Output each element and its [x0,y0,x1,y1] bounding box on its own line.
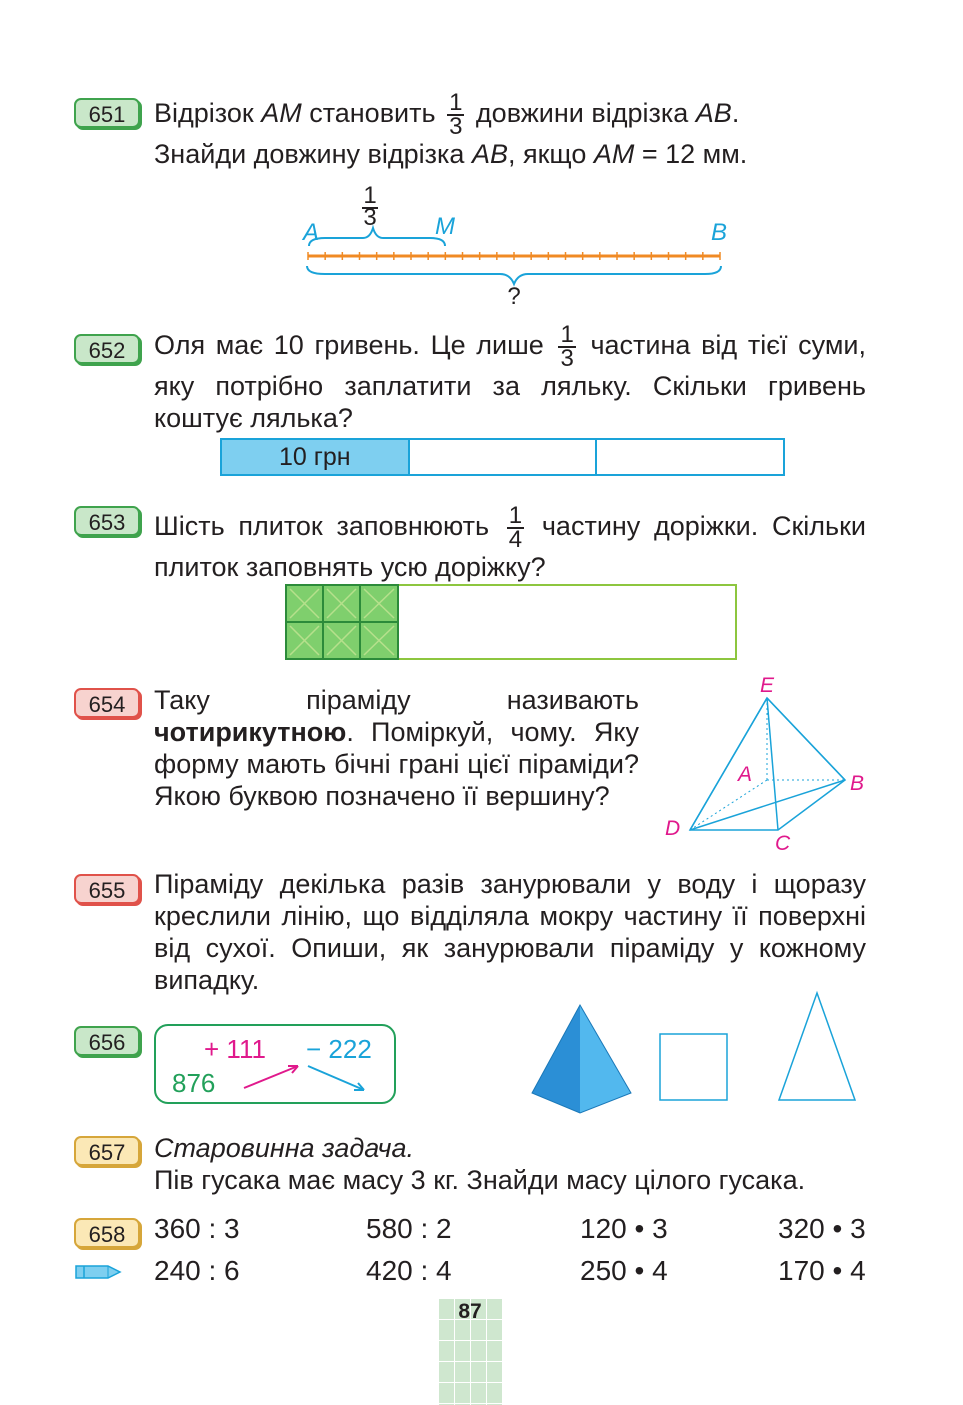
task-number-657: 657 [74,1136,140,1166]
money-bar [220,438,785,476]
vertex-a-label: A [738,763,753,786]
expression: 170 • 4 [778,1255,866,1286]
expression: 240 : 6 [154,1255,240,1286]
task-number-653: 653 [74,506,140,536]
diagram-frac-num: 1 [363,182,377,209]
task-number-656: 656 [74,1026,140,1056]
fraction: $\frac{1}{4}$ [508,502,523,553]
chain-op-add: + 111 [204,1034,266,1064]
pencil-icon [74,1262,124,1282]
task-number-654: 654 [74,688,140,718]
page-number-tab [438,1298,502,1405]
tile-path [285,584,740,664]
fraction: $\frac{1}{3}$ [449,89,463,140]
page-number: 87 [458,1300,482,1323]
task-653-text: Шість плиток заповнюють $\frac{1}{4}$ частину доріжки. Скільки плиток заповнять усю доріжку? [154,502,866,582]
expression: 360 : 3 [154,1213,240,1244]
brace-bottom [307,266,721,284]
chain-arrows [156,1026,398,1106]
pyramid-shapes [525,985,865,1115]
square-shape [660,1034,727,1100]
chain-op-subtract: − 222 [306,1034,372,1064]
segment-diagram [285,170,745,310]
fraction: $\frac{1}{3}$ [560,321,574,372]
point-m-label: M [435,213,455,240]
pyramid-face-left [532,1005,580,1113]
expression: 580 : 2 [366,1213,452,1244]
point-a-label: A [303,219,320,246]
chain-box [154,1024,396,1104]
task-655-text: Піраміду декілька разів занурювали у воду і щоразу креслили лінію, що відділяла мокру частину її поверхні від сухої. Опиши, як занурювали піраміду у кожному випадку. [154,869,866,995]
expression: 250 • 4 [580,1255,668,1286]
task-number-651: 651 [74,98,140,128]
expression: 420 : 4 [366,1255,452,1286]
diagram-frac-den: 3 [363,204,377,231]
task-number-652: 652 [74,334,140,364]
vertex-d-label: D [665,817,681,840]
chain-start-value: 876 [172,1068,216,1098]
task-number-658: 658 [74,1218,140,1248]
point-b-label: B [711,219,728,246]
bar-part-filled: 10 грн [222,440,410,474]
expression: 120 • 3 [580,1213,668,1244]
bar-part-empty [597,440,783,474]
vertex-e-label: E [760,674,775,697]
quadrilateral-pyramid [660,668,875,858]
question-mark: ? [507,283,521,310]
brace-top [309,228,445,246]
task-651-text: Відрізок AM становить $\frac{1}{3}$ довжини відрізка AB. Знайди довжину відрізка AB, якщо AM = 12 мм. [154,89,748,169]
task-number-655: 655 [74,874,140,904]
task-652-text: Оля має 10 гривень. Це лише $\frac{1}{3}$ частина від тієї суми, яку потрібно заплатити за ляльку. Скільки гривень коштує лялька? [154,321,866,433]
task-657-text: Пів гусака має масу 3 кг. Знайди масу цілого гусака. [154,1165,806,1195]
task-657-title: Старовинна задача. [154,1133,414,1163]
vertex-b-label: B [850,772,865,795]
task-654-text: Таку піраміду називають чотирикутною. Поміркуй, чому. Яку форму мають бічні грані цієї піраміди? Якою буквою позначено її вершину? [154,685,639,811]
vertex-c-label: C [775,832,791,855]
triangle-shape [779,993,855,1100]
bar-part-empty [410,440,598,474]
expression: 320 • 3 [778,1213,866,1244]
pyramid-face-right [580,1005,631,1113]
